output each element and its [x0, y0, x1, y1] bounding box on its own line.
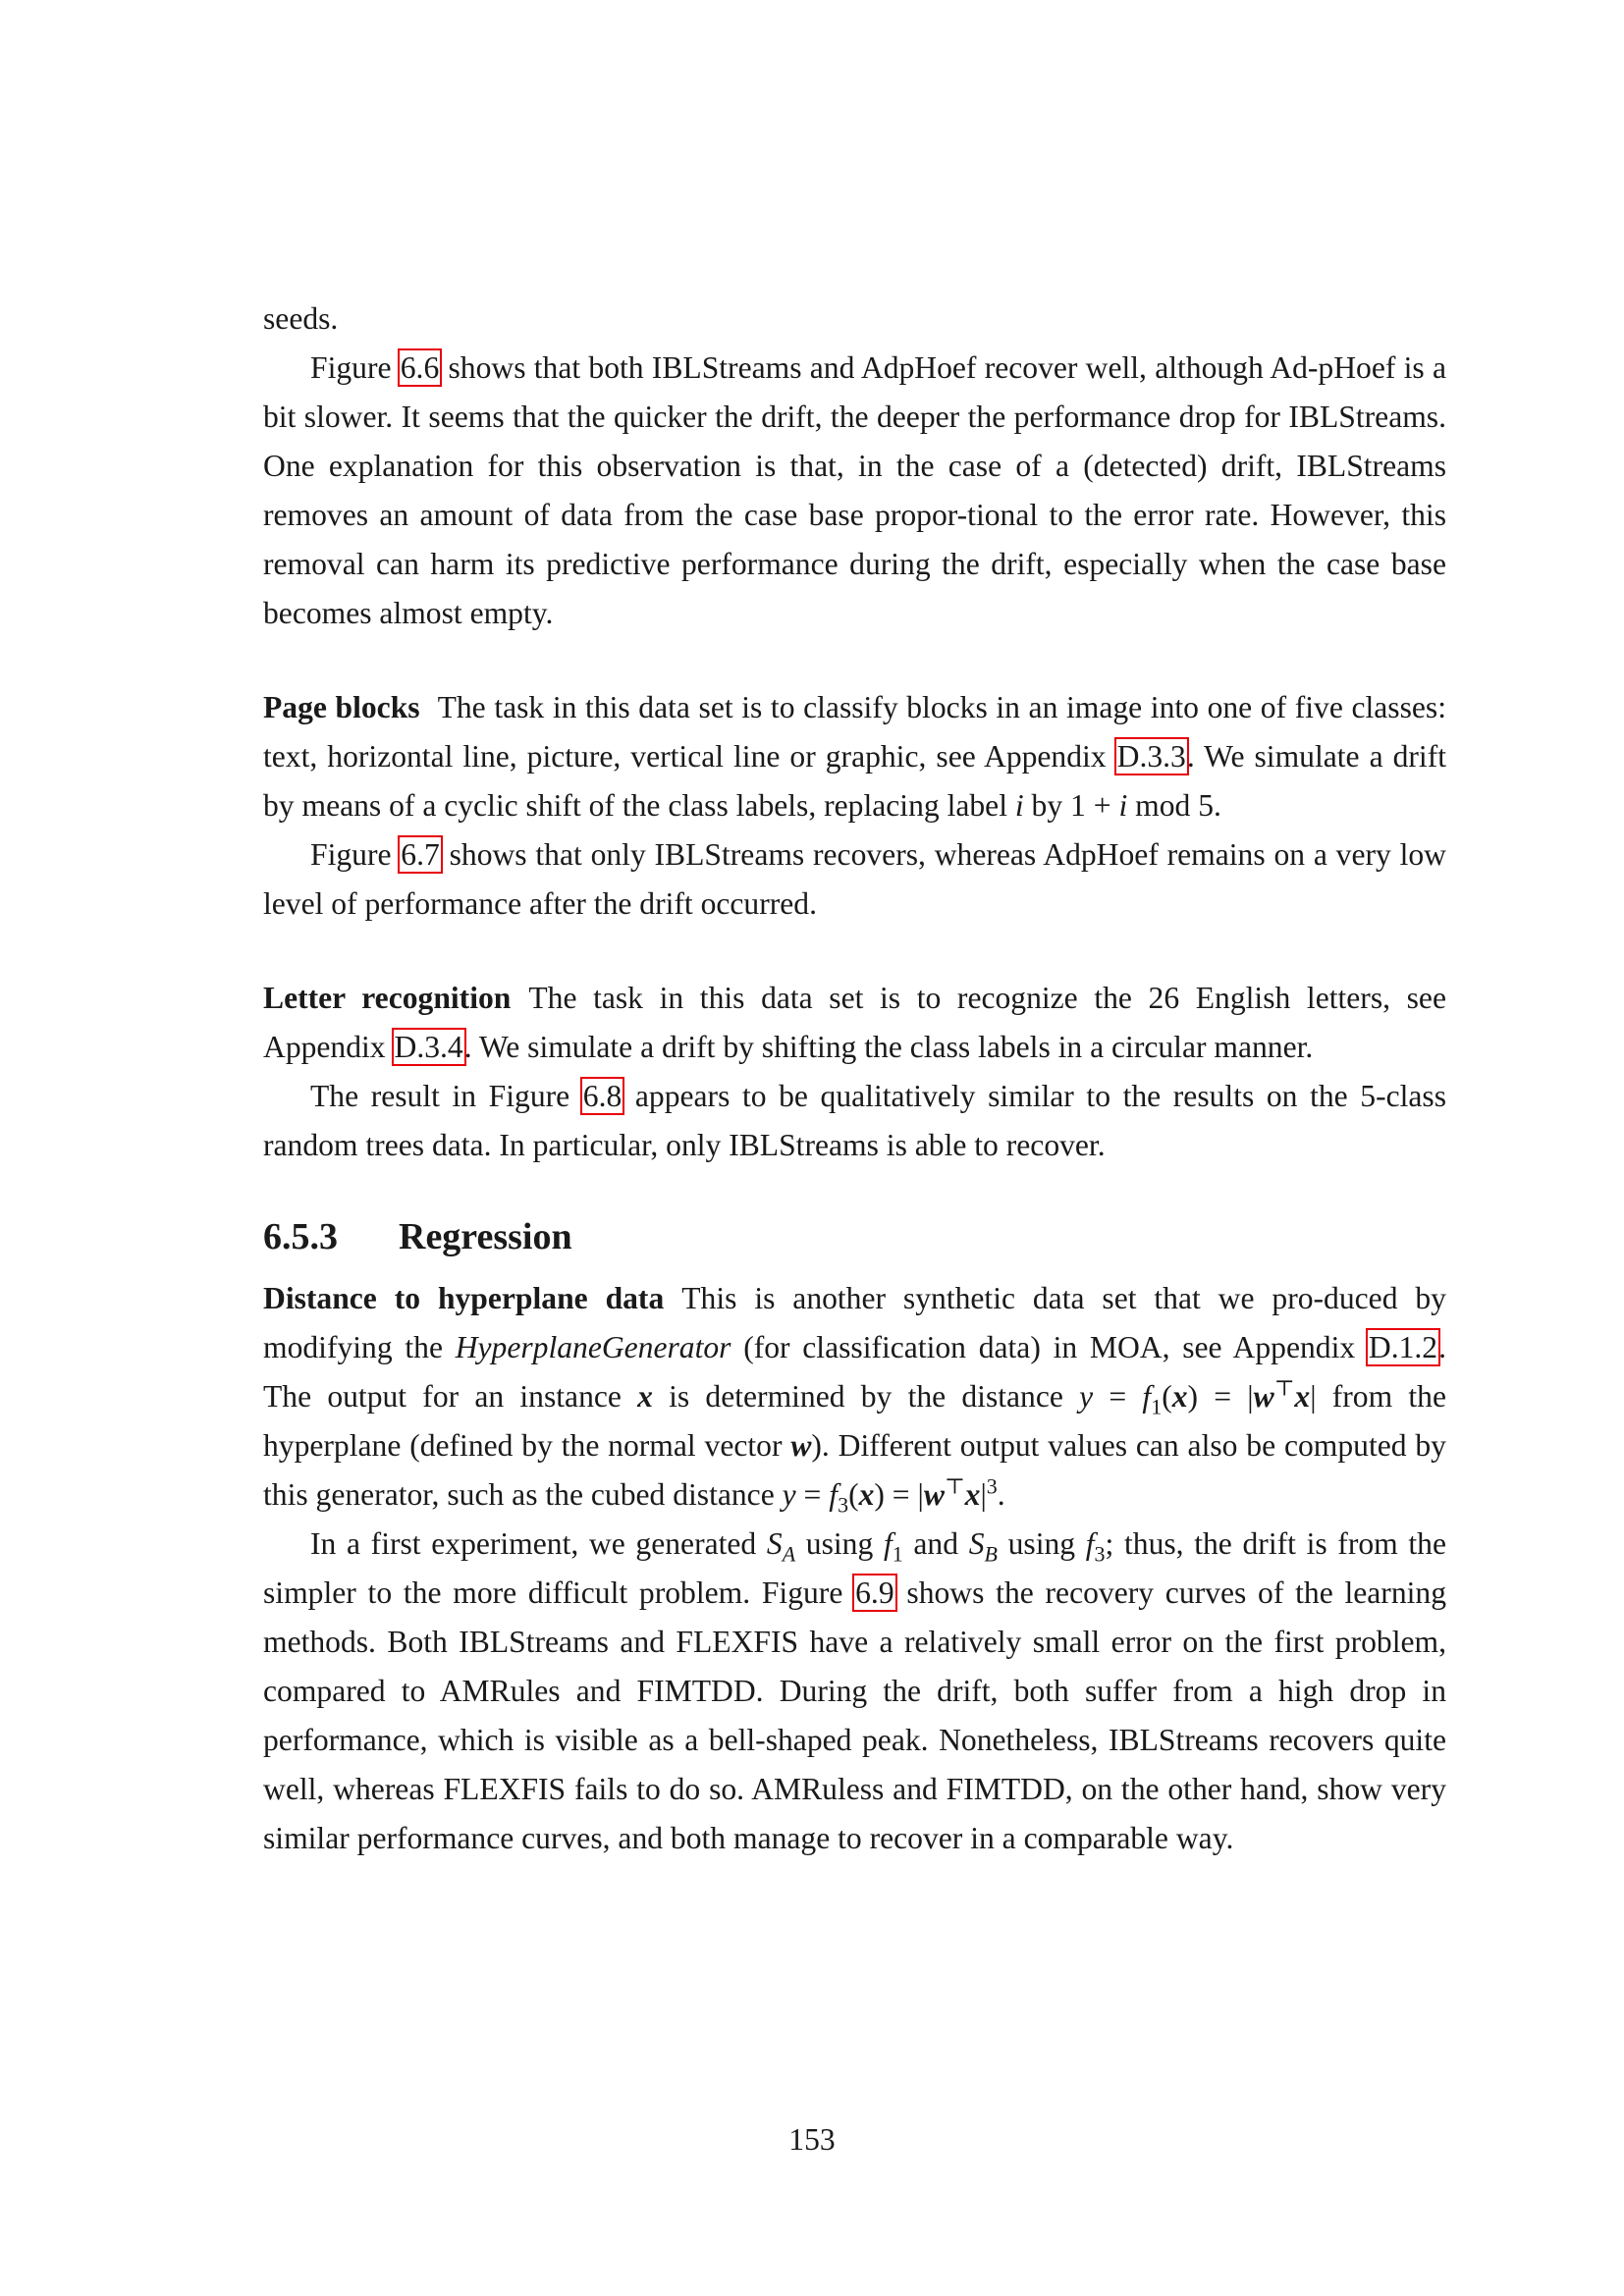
- paragraph-letter-recognition: Letter recognition The task in this data set is to recognize the 26 English letters, see Appendix D.3.4. We simulate a drift by shifting the class labels in a circular manner.: [263, 981, 1446, 1064]
- heading-letter-recognition: Letter recognition: [263, 981, 512, 1015]
- figure-ref-6-6[interactable]: 6.6: [400, 350, 440, 385]
- paragraph-fig66: Figure 6.6 shows that both IBLStreams and AdpHoef recover well, although Ad-pHoef is a bit slower. It seems that the quicker the drift, the deeper the performance drop for IBLStreams. One explanation for this observation is that, in the case of a (detected) drift, IBLStreams removes an amount of data from the case base propor-tional to the error rate. However, this removal can harm its predictive performance during the drift, especially when the case base becomes almost empty.: [263, 350, 1446, 630]
- paragraph-experiment: In a first experiment, we generated $S_A$ using $f_1$ and $S_B$ using $f_3$; thus, the drift is from the simpler to the more difficult problem. Figure 6.9 shows the recovery curves of the learning methods. Both IBLStreams and FLEXFIS have a relatively small error on the first problem, compared to AMRules and FIMTDD. During the drift, both suffer from a high drop in performance, which is visible as a bell-shaped peak. Nonetheless, IBLStreams recovers quite well, whereas FLEXFIS fails to do so. AMRuless and FIMTDD, on the other hand, show very similar performance curves, and both manage to recover in a comparable way.: [263, 1526, 1446, 1855]
- paragraph-seeds: [263, 294, 1446, 344]
- paragraph-fig67: Figure 6.7 shows that only IBLStreams recovers, whereas AdpHoef remains on a very low level of performance after the drift occurred.: [263, 837, 1446, 921]
- heading-page-blocks: Page blocks: [263, 690, 420, 724]
- heading-hyperplane: Distance to hyperplane data: [263, 1281, 665, 1315]
- page-number: 153: [788, 2122, 836, 2157]
- appendix-ref-d-3-3[interactable]: D.3.3: [1116, 739, 1186, 774]
- paragraph-fig68: The result in Figure 6.8 appears to be qualitatively similar to the results on the 5-class random trees data. In particular, only IBLStreams is able to recover.: [263, 1079, 1446, 1162]
- section-number: 6.5.3: [263, 1216, 338, 1257]
- figure-ref-6-7[interactable]: 6.7: [401, 837, 440, 872]
- text-seeds: seeds.: [263, 301, 339, 336]
- generator-name: HyperplaneGenerator: [455, 1330, 731, 1364]
- figure-ref-6-8[interactable]: 6.8: [582, 1079, 623, 1113]
- section-title: Regression: [399, 1216, 572, 1257]
- appendix-ref-d-1-2[interactable]: D.1.2: [1368, 1330, 1438, 1364]
- appendix-ref-d-3-4[interactable]: D.3.4: [394, 1030, 463, 1064]
- paragraph-hyperplane: Distance to hyperplane data This is another synthetic data set that we pro-duced by modifying the HyperplaneGenerator (for classification data) in MOA, see Appendix D.1.2. The output for an instance x is determined by the distance $y = f_1(x) = |w^⊤x|$ from the hyperplane (defined by the normal vector w). Different output values can also be computed by this generator, such as the cubed distance $y = f_3(x) = |w^⊤x|^3$.: [263, 1281, 1446, 1518]
- paragraph-page-blocks: Page blocks The task in this data set is to classify blocks in an image into one of five classes: text, horizontal line, picture, vertical line or graphic, see Appendix D.3.3. We simulate a drift by means of a cyclic shift of the class labels, replacing label i by 1 + i mod 5.: [263, 690, 1446, 823]
- figure-ref-6-9[interactable]: 6.9: [855, 1575, 894, 1610]
- page-content: [263, 294, 1446, 1863]
- section-heading: [263, 1209, 1446, 1264]
